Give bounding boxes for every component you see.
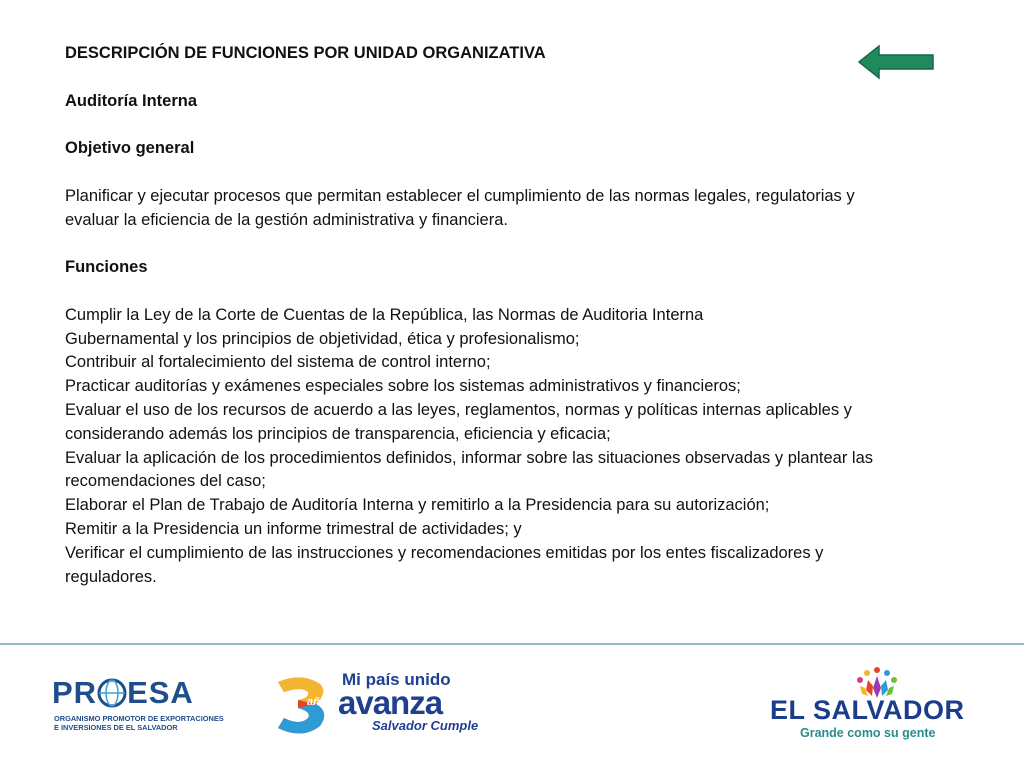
avanza-logo (272, 666, 479, 742)
functions-heading: Funciones (65, 258, 148, 277)
function-line: Elaborar el Plan de Trabajo de Auditoría Interna y remitirlo a la Presidencia para su autorización; (65, 496, 770, 515)
function-line: Gubernamental y los principios de objetividad, ética y profesionalismo; (65, 329, 580, 348)
slide-content (65, 42, 965, 589)
function-line: recomendaciones del caso; (65, 472, 266, 491)
objective-line: Planificar y ejecutar procesos que permitan establecer el cumplimiento de las normas legales, regulatorias y (65, 186, 855, 205)
proesa-logo (52, 676, 227, 738)
arrow-left-icon (857, 44, 935, 80)
el-salvador-logo (770, 664, 980, 746)
years-number: 3 (282, 712, 283, 713)
back-button[interactable] (857, 44, 935, 80)
proesa-subtitle (54, 714, 224, 732)
proesa-word-start: PR (52, 675, 98, 710)
proesa-word-end: ESA (127, 675, 194, 710)
proesa-sub-line: E INVERSIONES DE EL SALVADOR (54, 723, 178, 732)
function-line: considerando además los principios de transparencia, eficiencia y eficacia; (65, 424, 611, 443)
proesa-sub-line: ORGANISMO PROMOTOR DE EXPORTACIONES (54, 714, 224, 723)
globe-icon (97, 678, 127, 708)
slogan-line1: Mi país unido (342, 670, 451, 689)
slogan-line3: Salvador Cumple (372, 718, 479, 733)
function-line: Evaluar el uso de los recursos de acuerdo a las leyes, reglamentos, normas y políticas internas aplicables y (65, 400, 852, 419)
objective-heading: Objetivo general (65, 139, 195, 158)
function-line: Contribuir al fortalecimiento del sistema de control interno; (65, 353, 491, 372)
slide-title: DESCRIPCIÓN DE FUNCIONES POR UNIDAD ORGANIZATIVA (65, 44, 546, 62)
function-line: reguladores. (65, 567, 157, 586)
function-line: Remitir a la Presidencia un informe trimestral de actividades; y (65, 519, 522, 538)
slogan-line2: avanza (338, 684, 443, 721)
function-line: Practicar auditorías y exámenes especiales sobre los sistemas administrativos y financieros; (65, 377, 741, 396)
country-wordmark: EL SALVADOR (770, 695, 965, 725)
proesa-wordmark (52, 676, 194, 710)
unit-name: Auditoría Interna (65, 91, 198, 110)
country-tagline: Grande como su gente (800, 726, 936, 740)
function-line: Evaluar la aplicación de los procedimientos definidos, informar sobre las situaciones observadas y plantear las (65, 448, 874, 467)
objective-line: evaluar la eficiencia de la gestión administrativa y financiera. (65, 210, 508, 229)
function-line: Cumplir la Ley de la Corte de Cuentas de la República, las Normas de Auditoria Interna (65, 305, 704, 324)
functions-list (65, 304, 965, 590)
function-line: Verificar el cumplimiento de las instrucciones y recomendaciones emitidas por los entes fiscalizadores y (65, 543, 824, 562)
footer-divider (0, 643, 1024, 645)
years-label: años (307, 696, 333, 708)
